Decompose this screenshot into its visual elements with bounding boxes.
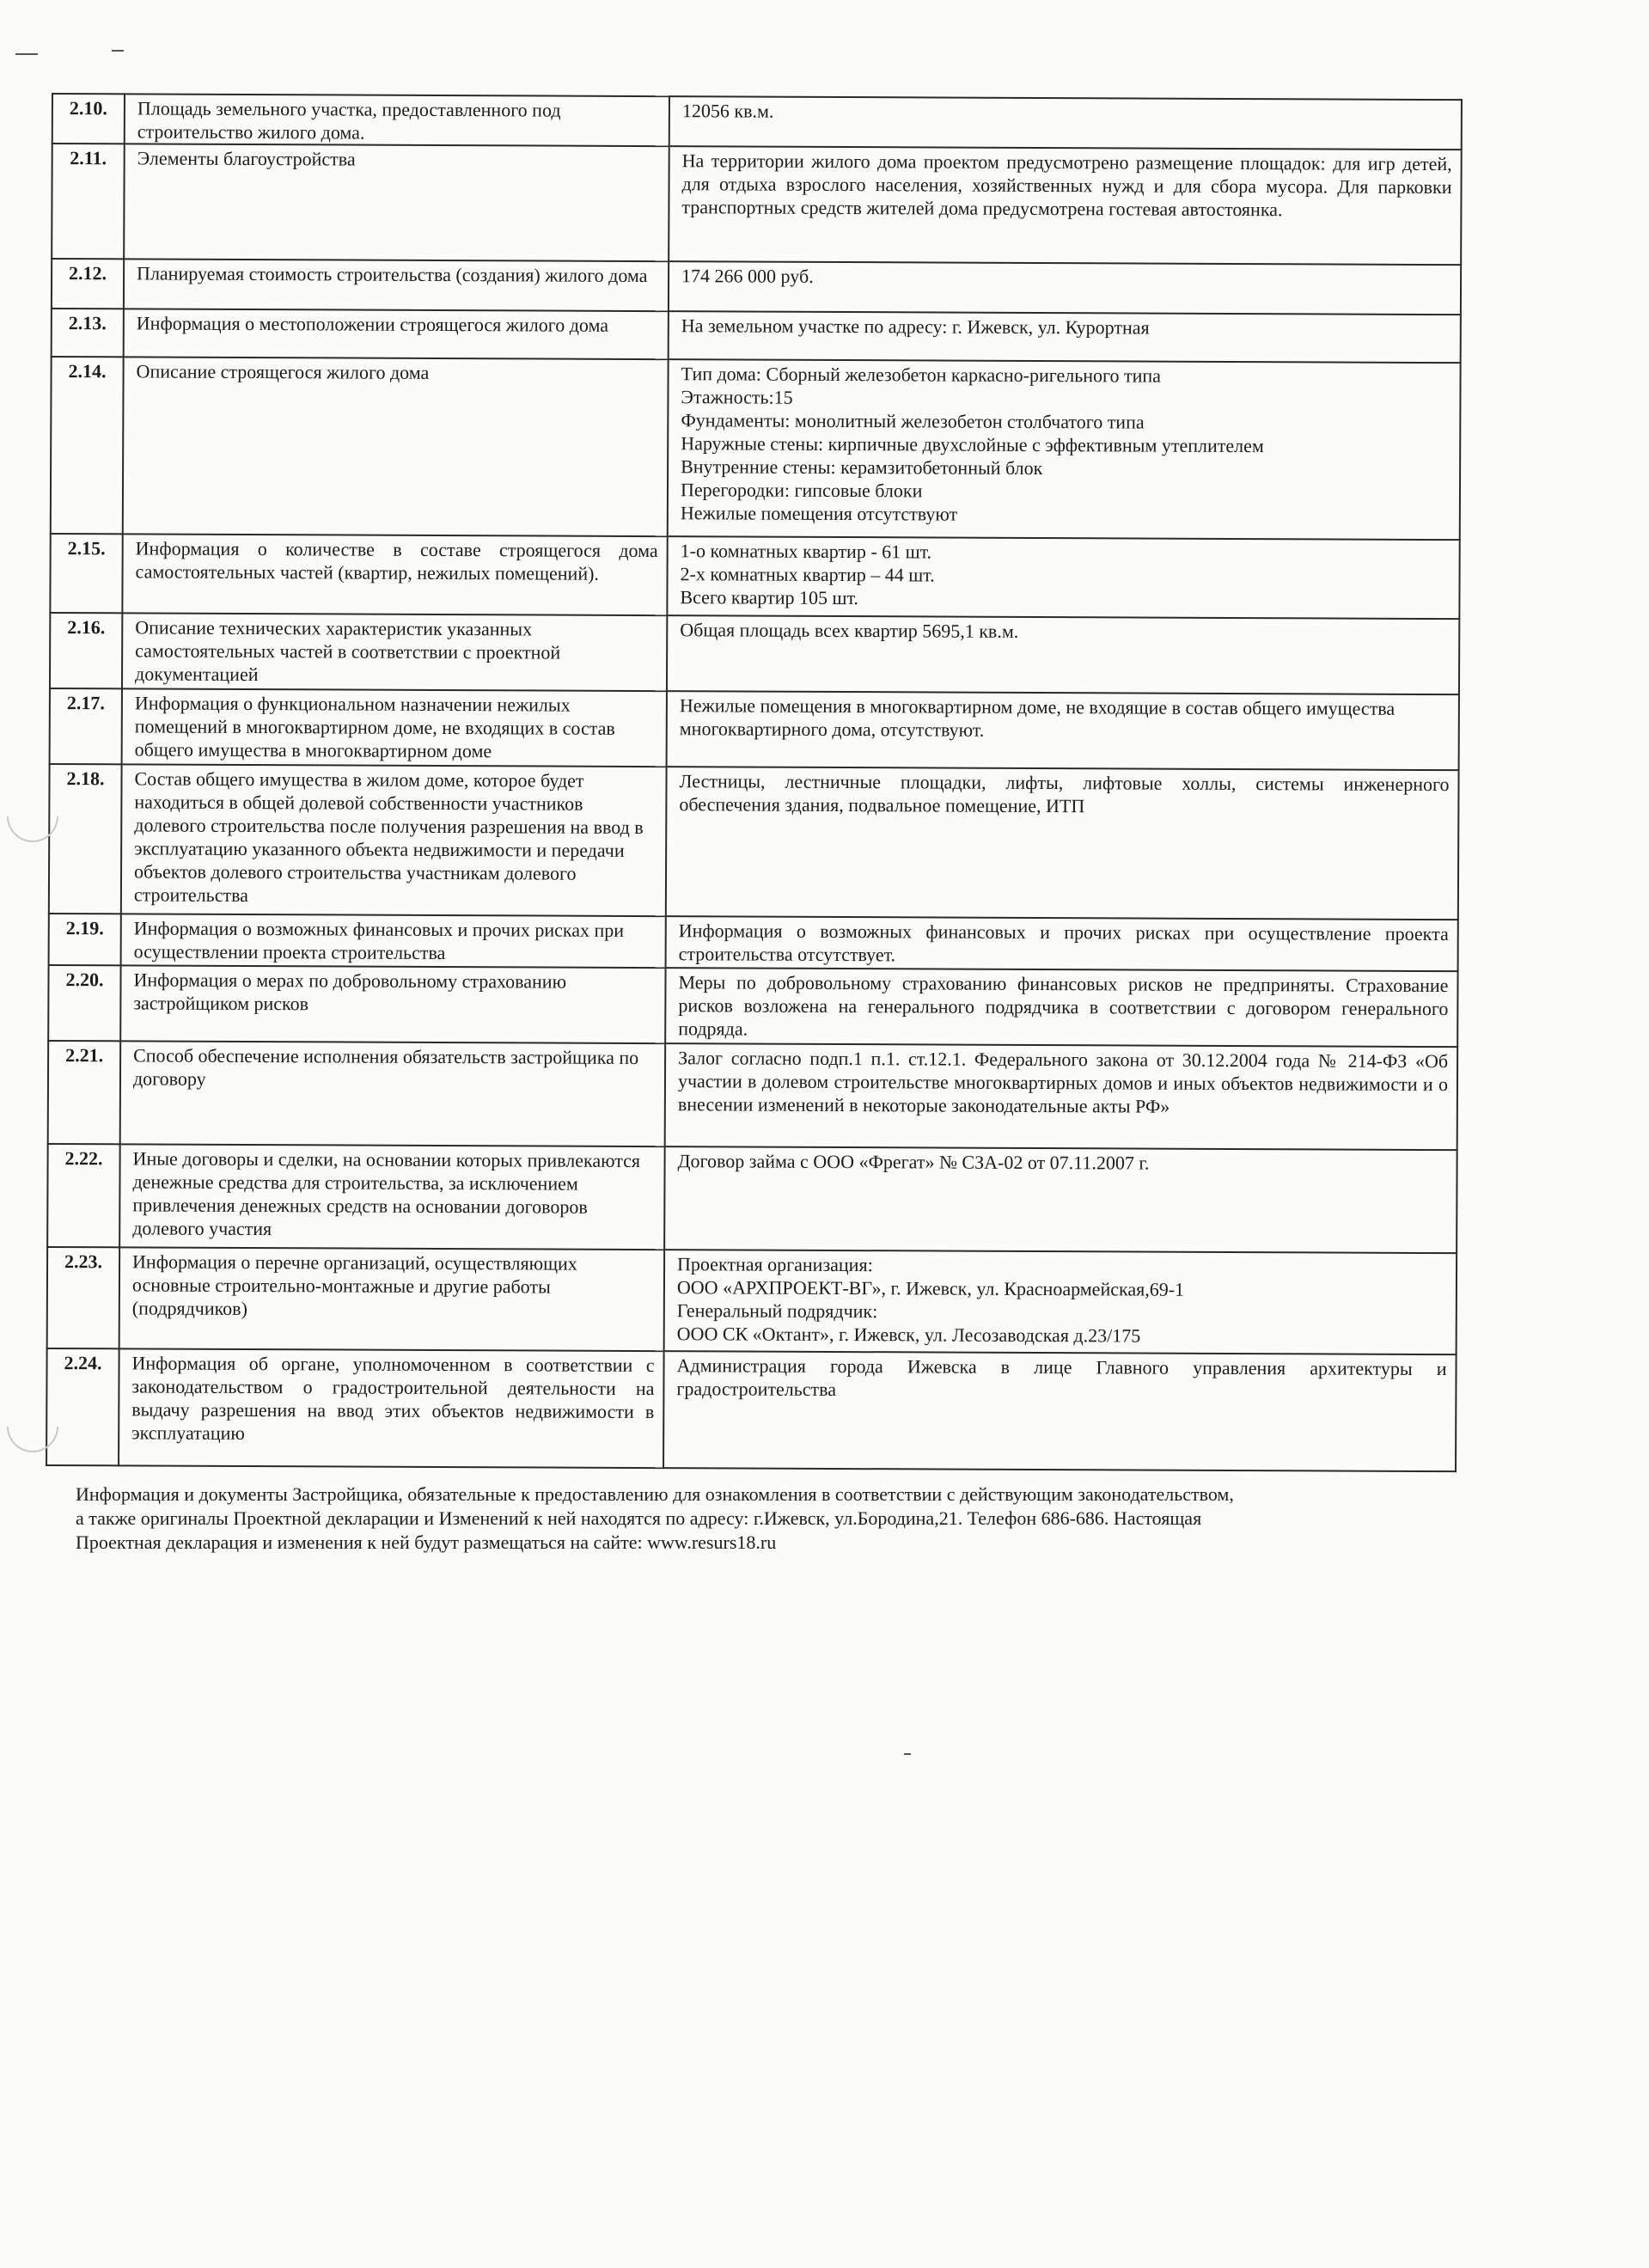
row-label: Элементы благоустройства: [124, 144, 669, 261]
row-value: 1-о комнатных квартир - 61 шт. 2-х комнатных квартир – 44 шт. Всего квартир 105 шт.: [667, 536, 1459, 619]
row-label: Информация о возможных финансовых и прочих рисках при осуществлении проекта строительства: [121, 914, 666, 968]
row-number: 2.12.: [52, 259, 124, 309]
row-value: Информация о возможных финансовых и прочих рисках при осуществление проекта строительства отсутствует.: [666, 916, 1458, 971]
row-value: На территории жилого дома проектом предусмотрено размещение площадок: для игр детей, для отдыха взрослого населения, хозяйственных нужд и для сбора мусора. Для парковки транспортных средств жителей дома предусмотрена гостевая автостоянка.: [669, 146, 1462, 265]
row-number: 2.10.: [52, 94, 125, 144]
row-value: Меры по добровольному страхованию финансовых рисков не предприняты. Страхование рисков возложена на генерального подрядчика в соответствии с договором генерального подряда.: [665, 968, 1457, 1047]
table-row: [52, 94, 1462, 150]
row-value: Тип дома: Сборный железобетон каркасно-ригельного типа Этажность:15 Фундаменты: монолитный железобетон столбчатого типа Наружные стены: кирпичные двухслойные с эффективным утеплителем Внутренние стены: керамзитобетонный блок Перегородки: гипсовые блоки Нежилые помещения отсутствуют: [668, 359, 1461, 540]
row-label: Площадь земельного участка, предоставленного под строительство жилого дома.: [125, 94, 669, 146]
table-row: [47, 1247, 1457, 1354]
scan-speck: [112, 50, 124, 52]
row-number: 2.16.: [50, 613, 122, 688]
row-number: 2.13.: [52, 309, 124, 357]
row-label: Описание технических характеристик указанных самостоятельных частей в соответствии с проектной документацией: [122, 613, 667, 691]
row-label: Информация о количестве в составе строящегося дома самостоятельных частей (квартир, нежилых помещений).: [122, 534, 667, 615]
table-row: [49, 764, 1459, 920]
table-row: [48, 1041, 1458, 1150]
row-label: Информация о местоположении строящегося жилого дома: [124, 309, 669, 359]
table-row: [51, 357, 1461, 540]
table-row: [49, 914, 1458, 971]
row-value: Договор займа с ООО «Фрегат» № СЗА-02 от 07.11.2007 г.: [664, 1146, 1457, 1253]
row-value: Администрация города Ижевска в лице Главного управления архитектуры и градостроительства: [663, 1351, 1457, 1471]
row-number: 2.19.: [49, 914, 121, 965]
row-number: 2.24.: [46, 1348, 119, 1465]
row-value: Проектная организация: ООО «АРХПРОЕКТ-ВГ», г. Ижевск, ул. Красноармейская,69-1 Генеральный подрядчик: ООО СК «Октант», г. Ижевск, ул. Лесозаводская д.23/175: [664, 1250, 1457, 1354]
table-row: [50, 613, 1459, 694]
table-row: [52, 259, 1461, 315]
row-label: Иные договоры и сделки, на основании которых привлекаются денежные средства для строительства, за исключением привлечения денежных средств на основании договоров долевого участия: [119, 1144, 665, 1250]
row-value: Общая площадь всех квартир 5695,1 кв.м.: [667, 615, 1459, 694]
row-label: Информация об органе, уполномоченном в соответствии с законодательством о градостроительной деятельности на выдачу разрешения на ввод этих объектов недвижимости в эксплуатацию: [119, 1348, 664, 1468]
scan-speck: [15, 53, 38, 55]
row-value: Лестницы, лестничные площадки, лифты, лифтовые холлы, системы инженерного обеспечения здания, подвальное помещение, ИТП: [666, 767, 1459, 920]
declaration-table: [46, 93, 1463, 1472]
row-value: Нежилые помещения в многоквартирном доме, не входящие в состав общего имущества многоквартирного дома, отсутствуют.: [667, 691, 1459, 770]
row-number: 2.20.: [48, 965, 120, 1041]
row-label: Информация о функциональном назначении нежилых помещений в многоквартирном доме, не входящих в состав общего имущества в многоквартирном доме: [122, 688, 667, 767]
row-number: 2.21.: [48, 1041, 121, 1144]
row-label: Способ обеспечение исполнения обязательств застройщика по договору: [120, 1041, 666, 1146]
row-label: Информация о перечне организаций, осуществляющих основные строительно-монтажные и другие работы (подрядчиков): [119, 1247, 665, 1351]
row-label: Информация о мерах по добровольному страхованию застройщиком рисков: [120, 965, 665, 1043]
row-value: Залог согласно подп.1 п.1. ст.12.1. Федерального закона от 30.12.2004 года № 214-ФЗ «Об участии в долевом строительстве многоквартирных домов и иных объектов недвижимости и о внесении изменений в некоторые законодательные акты РФ»: [665, 1043, 1458, 1150]
table-row: [50, 688, 1459, 770]
row-number: 2.14.: [51, 357, 124, 534]
table-row: [52, 309, 1461, 363]
row-value: 174 266 000 руб.: [669, 261, 1461, 315]
row-number: 2.22.: [47, 1144, 120, 1247]
footer-note: Информация и документы Застройщика, обязательные к предоставлению для ознакомления в соответствии с действующим законодательством, а также оригиналы Проектной декларации и Изменений к ней находятся по адресу: г.Ижевск, ул.Бородина,21. Телефон 686-686. Настоящая Проектная декларация и изменения к ней будут размещаться на сайте: www.resurs18.ru: [76, 1483, 1234, 1553]
table-row: [47, 1144, 1457, 1253]
row-number: 2.23.: [47, 1247, 120, 1348]
row-number: 2.11.: [52, 144, 125, 259]
row-value: 12056 кв.м.: [669, 96, 1462, 150]
row-number: 2.18.: [49, 764, 122, 914]
row-label: Планируемая стоимость строительства (создания) жилого дома: [124, 259, 669, 311]
table-row: [52, 144, 1462, 265]
row-label: Описание строящегося жилого дома: [123, 357, 669, 536]
row-label: Состав общего имущества в жилом доме, которое будет находиться в общей долевой собственности участников долевого строительства после получения разрешения на ввод в эксплуатацию указанного объекта недвижимости и передачи объектов долевого строительства участникам долевого строительства: [121, 764, 667, 916]
table-row: [46, 1348, 1457, 1471]
scan-speck: [904, 1753, 911, 1755]
table-row: [50, 534, 1459, 619]
row-number: 2.17.: [50, 688, 122, 764]
row-number: 2.15.: [50, 534, 122, 613]
row-value: На земельном участке по адресу: г. Ижевск, ул. Курортная: [669, 311, 1461, 363]
table-row: [48, 965, 1457, 1047]
